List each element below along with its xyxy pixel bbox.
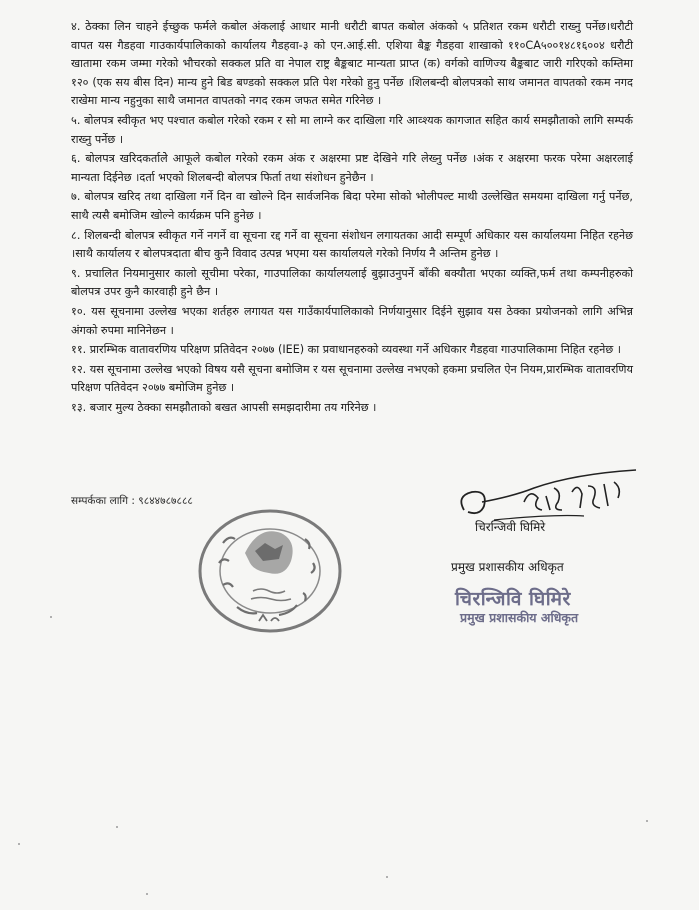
clause-8: ८. शिलबन्दी बोलपत्र स्वीकृत गर्ने नगर्ने वा सूचना रद्द गर्ने वा सूचना संशोधन लगायतका आदी सम्पूर्ण अधिकार यस कार्यालयमा निहित रहनेछ ।साथै कार्यालय र बोलपत्रदाता बीच कुनै विवाद उत्पन्न भएमा यस कार्यालयले गरेको निर्णय नै अन्तिम हुनेछ । — [71, 228, 633, 261]
clause-4: ४. ठेक्का लिन चाहने ईच्छुक फर्मले कबोल अंकलाई आधार मानी धरौटी बापत कबोल अंकको ५ प्रतिशत रकम धरौटी राख्नु पर्नेछ।धरौटी वापत यस गैडहवा गाउकार्यपालिकाको कार्यालय गैडहवा-३ को एन.आई.सी. एशिया बैङ्क गैडहवा शाखाको ११०CA५००१४८१६००४ धरौटी खातामा रकम जम्मा गरेको भौचरको सक्कल प्रति वा नेपाल राष्ट्र बैङ्कबाट मान्यता प्राप्त (क) वर्गको वाणिज्य बैङ्कबाट जारी गरिएको कम्तिमा १२० (एक सय बीस दिन) मान्य हुने बिड बण्डको सक्कल प्रति पेश गरेको हुनु पर्नेछ ।शिलबन्दी बोलपत्रको साथ जमानत वापतको रकम नगद राखेमा मान्य नहुनुका साथै जमानत वापतको नगद रकम जफत समेत गरिनेछ । — [71, 20, 633, 108]
clause-10: १०. यस सूचनामा उल्लेख भएका शर्तहरु लगायत यस गाउँकार्यपालिकाको निर्णयानुसार दिईने सुझाव यस ठेक्का प्रयोजनको लागि अभिन्न अंगको रुपमा मानिनेछन । — [71, 304, 633, 337]
clause-6: ६. बोलपत्र खरिदकर्तालेे आफूले कबोल गरेको रकम अंक र अक्षरमा प्रष्ट देखिने गरि लेख्नु पर्नेछ ।अंक र अक्षरमा फरक परेमा अक्षरलाई मान्यता दिईनेछ ।दर्ता भएको शिलबन्दी बोलपत्र फिर्ता तथा संशोधन हुनेछैन । — [71, 152, 633, 184]
name-seal-name: चिरन्जिवि घिमिरे — [455, 588, 571, 610]
contact-number: सम्पर्कका लागि : ९८४४७८७८८८ — [71, 495, 193, 507]
scan-speck — [50, 616, 52, 618]
scan-speck — [146, 893, 148, 895]
scan-speck — [116, 826, 118, 828]
signatory-name: चिरन्जिवी घिमिरे — [475, 520, 546, 534]
name-seal-title: प्रमुख प्रशासकीय अधिकृत — [460, 610, 579, 625]
clause-12: १२. यस सूचनामा उल्लेख भएको विषय यसै सूचना बमोजिम र यस सूचनामा उल्लेख नभएको हकमा प्रचलित ऐन नियम,प्रारम्भिक वातावरणिय परिक्षण पतिवेदन २०७७ बमोजिम हुनेछ । — [71, 362, 633, 395]
clause-7: ७. बोलपत्र खरिद तथा दाखिला गर्ने दिन वा खोल्ने दिन सार्वजनिक बिदा परेमा सोको भोलीपल्ट माथी उल्लेखित समयमा दाखिला गर्नु पर्नेछ, साथै त्यसै बमोजिम खोल्ने कार्यक्रम पनि हुनेछ । — [71, 190, 633, 222]
clause-13: १३. बजार मुल्य ठेक्का समझौताको बखत आपसी समझदारीमा तय गरिनेछ । — [71, 400, 377, 414]
scan-speck — [386, 876, 388, 878]
clause-11: ११. प्रारम्भिक वातावरणिय परिक्षण प्रतिवेदन २०७७ (IEE) का प्रवाधानहरुको व्यवस्था गर्ने अधिकार गैडहवा गाउपालिकामा निहित रहनेछ । — [71, 343, 621, 357]
office-stamp — [193, 503, 345, 638]
scan-speck — [18, 843, 20, 845]
clause-list — [71, 18, 633, 418]
scan-speck — [646, 820, 648, 822]
signatory-title: प्रमुख प्रशासकीय अधिकृत — [451, 560, 564, 574]
clause-9: ९. प्रचालित नियमानुसार कालो सूचीमा परेका, गाउपालिका कार्यालयलाई बुझाउनुपर्ने बाँकी बक्यौता भएका व्यक्ति,फर्म तथा कम्पनीहरुको बोलपत्र उपर कुनै कारवाही हुने छैन । — [71, 266, 633, 299]
clause-5: ५. बोलपत्र स्वीकृत भए पश्चात कबोल गरेको रकम र सो मा लाग्ने कर दाखिला गरि आव्श्यक कागजात सहित कार्य समझौताको लागि सम्पर्क राख्नु पर्नेछ । — [71, 113, 633, 146]
handwritten-signature — [454, 466, 644, 526]
